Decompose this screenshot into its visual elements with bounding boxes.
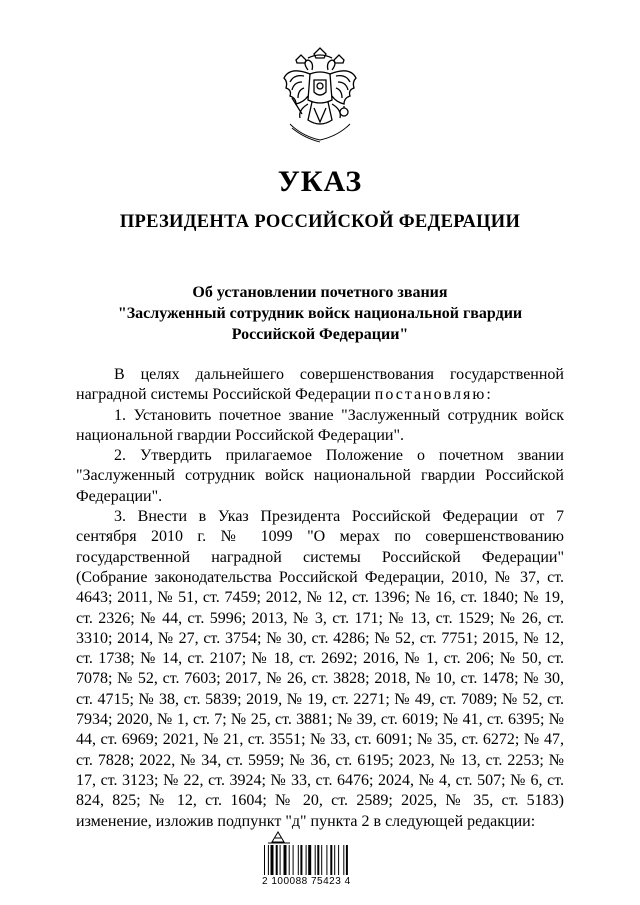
barcode-bar [326,845,327,875]
barcode-bar [268,845,269,875]
preamble-paragraph [76,365,564,406]
barcode-bar [284,845,287,875]
clause-3-paragraph: 3. Внести в Указ Президента Российской Федерации от 7 сентября 2010 г. № 1099 "О мерах по совершенствованию государственной наградной системы Российской Федерации" (Собрание законодательства Российской Федерации, 2010, № 37, ст. 4643; 2011, № 51, ст. 7459; 2012, № 12, ст. 1396; № 16, ст. 1840; № 19, ст. 2326; № 44, ст. 5996; 2013, № 3, ст. 171; № 13, ст. 1529; № 26, ст. 3310; 2014, № 27, ст. 3754; № 30, ст. 4286; № 52, ст. 7751; 2015, № 12, ст. 1738; № 14, ст. 2107; № 18, ст. 2692; 2016, № 1, ст. 206; № 50, ст. 7078; № 52, ст. 7603; 2017, № 26, ст. 3828; 2018, № 10, ст. 1478; № 30, ст. 4715; № 38, ст. 5839; 2019, № 19, ст. 2271; № 49, ст. 7089; № 52, ст. 7934; 2020, № 1, ст. 7; № 25, ст. 3881; № 39, ст. 6019; № 41, ст. 6395; № 44, ст. 6969; 2021, № 21, ст. 3551; № 33, ст. 6091; № 35, ст. 6272; № 47, ст. 7828; 2022, № 34, ст. 5959; № 36, ст. 6195; 2023, № 13, ст. 2253; № 17, ст. 3123; № 22, ст. 3924; № 33, ст. 6476; 2024, № 4, ст. 507; № 6, ст. 824, 825; № 12, ст. 1604; № 20, ст. 2589; 2025, № 35, ст. 5183) изменение, изложив подпункт "д" пункта 2 в следующей редакции: [76,508,564,830]
barcode-bar [330,845,332,875]
barcode-bar [308,845,311,875]
issuing-authority-title: ПРЕЗИДЕНТА РОССИЙСКОЙ ФЕДЕРАЦИИ [119,212,521,232]
decree-verb: постановляю [374,386,487,404]
barcode-bar [289,845,290,875]
barcode-bar [300,845,302,875]
printing-house-logo-icon [264,830,294,844]
document-type-title: УКАЗ [277,165,363,198]
preamble-text: В целях дальнейшего совершенствования государственной наградной системы Российской Федерации [76,366,564,404]
barcode-bar [315,845,316,875]
barcode-bar [298,845,299,875]
barcode-bar [343,845,344,875]
barcode-bar [338,845,339,875]
barcode-icon [264,845,376,875]
decree-heading-line: Об установлении почетного звания [192,284,448,301]
barcode-bar [321,845,322,875]
coat-of-arms-emblem-icon [278,44,362,144]
barcode-number: 2 100088 75423 4 [262,876,351,887]
barcode-bar [264,845,265,875]
decree-heading [60,282,580,345]
preamble-colon: : [486,386,491,404]
barcode-bar [317,845,319,875]
clause-2-paragraph: 2. Утвердить прилагаемое Положение о почетном звании "Заслуженный сотрудник войск национальной гвардии Российской Федерации". [76,447,564,505]
clause-1-paragraph: 1. Установить почетное звание "Заслуженный сотрудник войск национальной гвардии Российской Федерации". [76,406,564,444]
decree-heading-line: "Заслуженный сотрудник войск национальной гвардии [117,305,523,322]
barcode-bar [271,845,274,875]
decree-body [76,365,564,832]
barcode-bar [276,845,278,875]
barcode-bar [334,845,335,875]
barcode-bar [293,845,294,875]
barcode-bar [306,845,307,875]
barcode-bar [280,845,281,875]
decree-heading-line: Российской Федерации" [231,326,409,343]
barcode-bar [346,845,348,875]
